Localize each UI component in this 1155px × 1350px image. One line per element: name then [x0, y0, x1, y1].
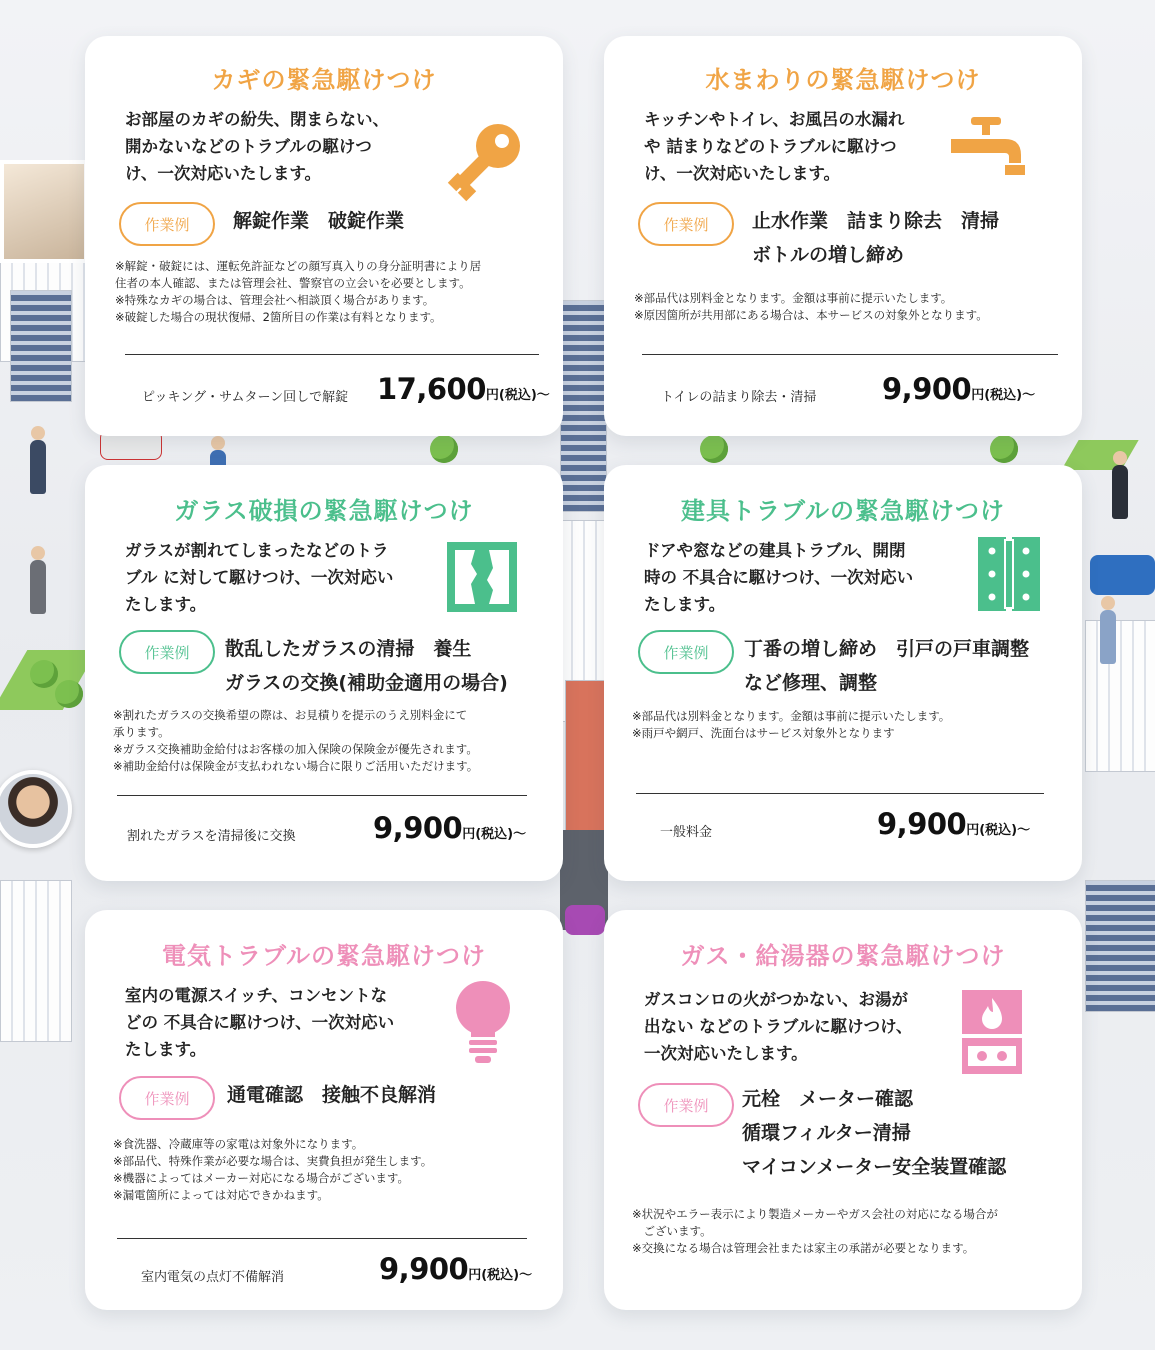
faucet-icon [949, 111, 1029, 186]
work-item: ボトルの増し締め [752, 244, 905, 266]
work-item: マイコンメーター安全装置確認 [742, 1156, 1007, 1178]
card-title: ガス・給湯器の緊急駆けつけ [680, 942, 1006, 970]
price [379, 1252, 532, 1286]
car [1090, 555, 1155, 595]
hinge-icon [976, 535, 1042, 613]
note: ※ガラス交換補助金給付はお客様の加入保険の保険金が優先されます。 [113, 742, 478, 756]
note: ※漏電箇所によっては対応できかねます。 [113, 1188, 329, 1202]
price-label: トイレの詰まり除去・清掃 [661, 390, 817, 405]
work-list [227, 1078, 436, 1112]
work-example-badge: 作業例 [119, 630, 215, 674]
work-item: 丁番の増し締め 引戸の戸車調整 [744, 638, 1030, 660]
price [882, 372, 1035, 406]
notes [634, 290, 1064, 324]
service-card-glass [85, 465, 563, 881]
price-label: 一般料金 [660, 825, 713, 840]
work-list [752, 204, 999, 272]
building [560, 300, 607, 512]
note: ※状況やエラー表示により製造メーカーやガス会社の対応になる場合が ございます。 [632, 1207, 998, 1238]
work-list [744, 632, 1029, 700]
card-description: ドアや窓などの建具トラブル、開閉 時の 不具合に駆けつけ、一次対応い たします。 [644, 541, 914, 614]
price-amount: 17,600 [377, 372, 486, 406]
price [373, 811, 526, 845]
price-unit: 円(税込)〜 [468, 1268, 533, 1283]
person-figure [1100, 610, 1116, 664]
work-item: など修理、調整 [744, 672, 878, 694]
work-item: 元栓 メーター確認 [742, 1088, 914, 1110]
work-example-badge: 作業例 [119, 202, 215, 246]
notes [115, 258, 545, 326]
note: ※原因箇所が共用部にある場合は、本サービスの対象外となります。 [634, 308, 988, 322]
light-bulb-icon [453, 980, 513, 1068]
divider [125, 354, 539, 355]
tree [990, 435, 1018, 463]
price-amount: 9,900 [379, 1252, 469, 1286]
notes [113, 1136, 553, 1204]
person-figure [30, 560, 46, 614]
notes [632, 1206, 1072, 1257]
building [1085, 880, 1155, 1012]
card-title: ガラス破損の緊急駆けつけ [174, 497, 474, 525]
price-unit: 円(税込)〜 [462, 827, 527, 842]
price-unit: 円(税込)〜 [485, 388, 550, 403]
price [877, 807, 1030, 841]
note: ※補助金給付は保険金が支払われない場合に限りご活用いただけます。 [113, 759, 479, 773]
building [10, 290, 72, 402]
work-example-badge: 作業例 [119, 1076, 215, 1120]
price [377, 372, 550, 406]
car [565, 905, 605, 935]
tree [55, 680, 83, 708]
note: ※部品代、特殊作業が必要な場合は、実費負担が発生します。 [113, 1154, 433, 1168]
note: ※食洗器、冷蔵庫等の家電は対象外になります。 [113, 1137, 364, 1151]
staff-photo [0, 160, 88, 263]
card-description: ガラスが割れてしまったなどのトラ ブル に対して駆けつけ、一次対応い たします。 [125, 541, 394, 614]
price-amount: 9,900 [877, 807, 967, 841]
card-title: 建具トラブルの緊急駆けつけ [680, 497, 1006, 525]
work-item: 止水作業 詰まり除去 清掃 [752, 210, 1000, 232]
card-title: 電気トラブルの緊急駆けつけ [161, 942, 487, 970]
work-item: ガラスの交換(補助金適用の場合) [225, 672, 508, 694]
grass-patch [1061, 440, 1138, 470]
broken-glass-icon [445, 540, 519, 614]
service-card-key [85, 36, 563, 436]
building [565, 680, 607, 832]
card-title: 水まわりの緊急駆けつけ [705, 66, 981, 94]
gas-stove-icon [960, 988, 1024, 1078]
work-example-badge: 作業例 [638, 202, 734, 246]
service-card-water [604, 36, 1082, 436]
price-label: 室内電気の点灯不備解消 [141, 1270, 285, 1285]
divider [117, 795, 527, 796]
note: ※機器によってはメーカー対応になる場合がございます。 [113, 1171, 409, 1185]
building [0, 880, 72, 1042]
note: ※特殊なカギの場合は、管理会社へ相談頂く場合があります。 [115, 293, 435, 307]
work-item: 解錠作業 破錠作業 [233, 210, 405, 232]
work-list [233, 204, 404, 238]
note: ※割れたガラスの交換希望の際は、お見積りを提示のうえ別料金にて 承ります。 [113, 708, 468, 739]
price-label: 割れたガラスを清掃後に交換 [127, 829, 296, 844]
service-card-electric [85, 910, 563, 1310]
key-icon [440, 116, 530, 206]
tree [430, 435, 458, 463]
person-figure [30, 440, 46, 494]
service-card-fittings [604, 465, 1082, 881]
price-unit: 円(税込)〜 [966, 823, 1031, 838]
note: ※交換になる場合は管理会社または家主の承諾が必要となります。 [632, 1241, 975, 1255]
divider [117, 1238, 527, 1239]
note: ※解錠・破錠には、運転免許証などの顔写真入りの身分証明書により居 住者の本人確認、または管理会社、警察官の立会いを必要とします。 [115, 259, 482, 290]
work-item: 通電確認 接触不良解消 [227, 1084, 437, 1106]
service-card-gas [604, 910, 1082, 1310]
work-item: 散乱したガラスの清掃 養生 [225, 638, 472, 660]
price-unit: 円(税込)〜 [971, 388, 1036, 403]
note: ※部品代は別料金となります。金額は事前に提示いたします。 [634, 291, 953, 305]
staff-avatar [0, 770, 72, 848]
card-description: ガスコンロの火がつかない、お湯が 出ない などのトラブルに駆けつけ、 一次対応いたします。 [644, 990, 913, 1063]
person-figure [1112, 465, 1128, 519]
price-label: ピッキング・サムターン回しで解錠 [142, 390, 349, 405]
note: ※雨戸や網戸、洗面台はサービス対象外となります [632, 726, 895, 740]
work-example-badge: 作業例 [638, 1083, 734, 1127]
work-example-badge: 作業例 [638, 630, 734, 674]
work-item: 循環フィルター清掃 [742, 1122, 911, 1144]
tree [700, 435, 728, 463]
note: ※破錠した場合の現状復帰、2箇所目の作業は有料となります。 [115, 310, 442, 324]
divider [636, 793, 1044, 794]
divider [642, 354, 1058, 355]
notes [632, 708, 1072, 742]
note: ※部品代は別料金となります。金額は事前に提示いたします。 [632, 709, 951, 723]
price-amount: 9,900 [373, 811, 463, 845]
card-description: キッチンやトイレ、お風呂の水漏れ や 詰まりなどのトラブルに駆けつ け、一次対応いたします。 [644, 110, 905, 183]
work-list [225, 632, 508, 700]
price-amount: 9,900 [882, 372, 972, 406]
card-description: お部屋のカギの紛失、閉まらない、 開かないなどのトラブルの駆けつ け、一次対応いたします。 [125, 110, 389, 183]
work-list [742, 1082, 1006, 1184]
card-description: 室内の電源スイッチ、コンセントな どの 不具合に駆けつけ、一次対応い たします。 [125, 986, 395, 1059]
tree [30, 660, 58, 688]
building [1085, 620, 1155, 772]
notes [113, 707, 553, 775]
card-title: カギの緊急駆けつけ [211, 66, 437, 94]
